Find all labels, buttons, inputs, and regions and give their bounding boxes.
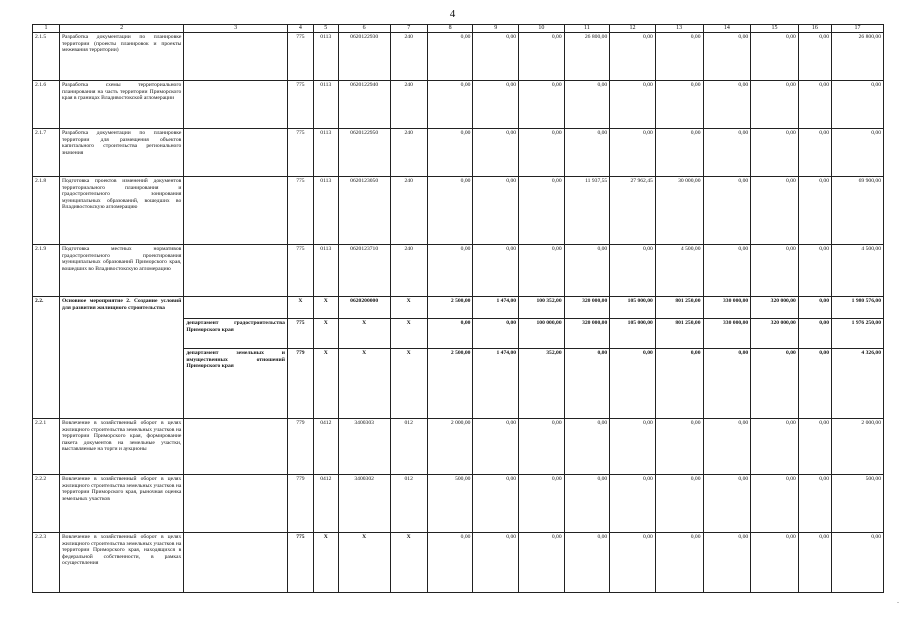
row-name: Подготовка проектов изменений документов территориального планирования и градостроительного зонирования муниципальных образований, вошедших во Владивостокскую агломерацию — [59, 177, 183, 245]
amount-cell: 0,00 — [427, 81, 473, 129]
code-grbs: 775 — [287, 245, 313, 297]
code-section: 0412 — [313, 475, 338, 533]
amount-cell: 500,00 — [427, 475, 473, 533]
code-section: X — [313, 319, 338, 349]
code-grbs: 775 — [287, 33, 313, 81]
amount-cell: 0,00 — [610, 533, 656, 593]
amount-cell: 0,00 — [610, 129, 656, 177]
amount-cell: 801 250,00 — [655, 297, 703, 319]
amount-cell: 0,00 — [655, 475, 703, 533]
amount-cell: 27 962,45 — [610, 177, 656, 245]
page-number: 4 — [449, 8, 456, 20]
amount-cell: 69 900,00 — [832, 177, 884, 245]
header-cell: 4 — [287, 25, 313, 33]
amount-cell: 0,00 — [564, 245, 610, 297]
amount-cell: 0,00 — [473, 319, 519, 349]
amount-cell: 2 500,00 — [427, 349, 473, 419]
amount-cell: 320 000,00 — [751, 297, 799, 319]
header-cell: 5 — [313, 25, 338, 33]
code-target: 0620200000 — [338, 297, 390, 319]
amount-cell: 0,00 — [519, 245, 565, 297]
code-section: X — [313, 533, 338, 593]
code-target: 0620123050 — [338, 177, 390, 245]
amount-cell: 0,00 — [564, 349, 610, 419]
amount-cell: 0,00 — [798, 349, 831, 419]
amount-cell: 0,00 — [610, 475, 656, 533]
code-expense: X — [390, 349, 427, 419]
amount-cell: 1 474,00 — [473, 349, 519, 419]
code-expense: X — [390, 319, 427, 349]
amount-cell: 26 800,00 — [564, 33, 610, 81]
amount-cell: 2 500,00 — [427, 297, 473, 319]
amount-cell: 11 937,55 — [564, 177, 610, 245]
event-number-cont — [33, 349, 60, 419]
amount-cell: 4 326,00 — [832, 349, 884, 419]
row-executor — [184, 129, 288, 177]
amount-cell: 0,00 — [564, 419, 610, 475]
code-target: 0620122930 — [338, 33, 390, 81]
row-number: 2.2.2 — [33, 475, 60, 533]
code-section: 0113 — [313, 81, 338, 129]
code-expense: 240 — [390, 81, 427, 129]
code-grbs: X — [287, 297, 313, 319]
header-cell: 8 — [427, 25, 473, 33]
row-number: 2.1.9 — [33, 245, 60, 297]
row-number: 2.1.7 — [33, 129, 60, 177]
code-grbs: 775 — [287, 177, 313, 245]
header-cell: 16 — [798, 25, 831, 33]
amount-cell: 0,00 — [564, 129, 610, 177]
amount-cell: 0,00 — [798, 319, 831, 349]
header-cell: 12 — [610, 25, 656, 33]
amount-cell: 0,00 — [519, 33, 565, 81]
amount-cell: 0,00 — [798, 33, 831, 81]
code-target: X — [338, 319, 390, 349]
code-grbs: 775 — [287, 533, 313, 593]
row-number: 2.1.8 — [33, 177, 60, 245]
amount-cell: 0,00 — [798, 419, 831, 475]
code-grbs: 779 — [287, 349, 313, 419]
row-number: 2.1.6 — [33, 81, 60, 129]
amount-cell: 0,00 — [473, 129, 519, 177]
amount-cell: 0,00 — [798, 475, 831, 533]
event-name: Основное мероприятие 2. Создание условий для развития жилищного строительства — [59, 297, 183, 319]
code-expense: 012 — [390, 419, 427, 475]
header-cell: 15 — [751, 25, 799, 33]
amount-cell: 0,00 — [798, 245, 831, 297]
amount-cell: 0,00 — [473, 81, 519, 129]
amount-cell: 0,00 — [473, 419, 519, 475]
code-grbs: 775 — [287, 81, 313, 129]
amount-cell: 320 000,00 — [564, 319, 610, 349]
amount-cell: 0,00 — [473, 245, 519, 297]
amount-cell: 0,00 — [564, 475, 610, 533]
amount-cell: 0,00 — [519, 81, 565, 129]
header-cell: 13 — [655, 25, 703, 33]
amount-cell: 801 250,00 — [655, 319, 703, 349]
table-row — [33, 177, 884, 245]
header-cell: 2 — [59, 25, 183, 33]
row-name: Разработка схемы территориального планирования на часть территории Приморского края в границах Владивостокской агломерации — [59, 81, 183, 129]
amount-cell: 0,00 — [564, 81, 610, 129]
amount-cell: 0,00 — [751, 245, 799, 297]
amount-cell: 0,00 — [703, 533, 751, 593]
row-executor — [184, 533, 288, 593]
amount-cell: 4 500,00 — [655, 245, 703, 297]
table-row — [33, 419, 884, 475]
row-executor — [184, 177, 288, 245]
row-name: Разработка документации по планировке территории (проекты планировок и проекты межевания территории) — [59, 33, 183, 81]
amount-cell: 330 000,00 — [703, 297, 751, 319]
amount-cell: 4 500,00 — [832, 245, 884, 297]
amount-cell: 0,00 — [798, 297, 831, 319]
amount-cell: 105 000,00 — [610, 297, 656, 319]
code-section: 0113 — [313, 33, 338, 81]
amount-cell: 0,00 — [832, 129, 884, 177]
header-cell: 7 — [390, 25, 427, 33]
amount-cell: 0,00 — [655, 33, 703, 81]
amount-cell: 0,00 — [751, 129, 799, 177]
code-target: 0620122950 — [338, 129, 390, 177]
event-total-row — [33, 297, 884, 319]
amount-cell: 0,00 — [703, 177, 751, 245]
amount-cell: 0,00 — [751, 533, 799, 593]
code-grbs: 775 — [287, 129, 313, 177]
row-executor — [184, 419, 288, 475]
amount-cell: 0,00 — [519, 475, 565, 533]
code-section: X — [313, 297, 338, 319]
code-section: 0412 — [313, 419, 338, 475]
code-target: X — [338, 533, 390, 593]
code-expense: 240 — [390, 245, 427, 297]
amount-cell: 0,00 — [798, 177, 831, 245]
amount-cell: 330 000,00 — [703, 319, 751, 349]
amount-cell: 0,00 — [427, 177, 473, 245]
code-target: 3400302 — [338, 475, 390, 533]
amount-cell: 0,00 — [751, 33, 799, 81]
code-target: 0620123710 — [338, 245, 390, 297]
code-expense: 240 — [390, 33, 427, 81]
event-executor-row — [33, 349, 884, 419]
amount-cell: 500,00 — [832, 475, 884, 533]
amount-cell: 0,00 — [798, 129, 831, 177]
amount-cell: 0,00 — [751, 419, 799, 475]
row-name: Вовлечение в хозяйственный оборот в целях жилищного строительства земельных участков на территории Приморского края, формирование пакета документов на земельные участки, выставляемые на торги и аукционы — [59, 419, 183, 475]
amount-cell: 0,00 — [427, 33, 473, 81]
row-name: Вовлечение в хозяйственный оборот в целях жилищного строительства земельных участков на территории Приморского края, рыночная оценка земельных участков — [59, 475, 183, 533]
code-grbs: 775 — [287, 319, 313, 349]
amount-cell: 0,00 — [751, 177, 799, 245]
executor-name: департамент градостроительства Приморского края — [184, 319, 288, 349]
amount-cell: 1 976 250,00 — [832, 319, 884, 349]
amount-cell: 105 000,00 — [610, 319, 656, 349]
amount-cell: 0,00 — [703, 245, 751, 297]
amount-cell: 0,00 — [473, 533, 519, 593]
amount-cell: 0,00 — [610, 419, 656, 475]
amount-cell: 0,00 — [610, 81, 656, 129]
scan-mark: . — [897, 596, 899, 605]
amount-cell: 0,00 — [751, 475, 799, 533]
amount-cell: 0,00 — [655, 129, 703, 177]
amount-cell: 0,00 — [427, 319, 473, 349]
amount-cell: 100 000,00 — [519, 319, 565, 349]
header-row — [33, 25, 884, 33]
code-expense: 012 — [390, 475, 427, 533]
header-cell: 14 — [703, 25, 751, 33]
amount-cell: 0,00 — [655, 533, 703, 593]
amount-cell: 1 980 576,00 — [832, 297, 884, 319]
row-executor — [184, 33, 288, 81]
row-number: 2.1.5 — [33, 33, 60, 81]
header-cell: 3 — [184, 25, 288, 33]
event-name-cont — [59, 349, 183, 419]
header-cell: 17 — [832, 25, 884, 33]
table-row — [33, 533, 884, 593]
amount-cell: 100 352,00 — [519, 297, 565, 319]
amount-cell: 0,00 — [655, 419, 703, 475]
amount-cell: 0,00 — [703, 81, 751, 129]
amount-cell: 0,00 — [473, 33, 519, 81]
event-executor — [184, 297, 288, 319]
amount-cell: 0,00 — [564, 533, 610, 593]
amount-cell: 0,00 — [519, 533, 565, 593]
amount-cell: 1 474,00 — [473, 297, 519, 319]
code-section: 0113 — [313, 177, 338, 245]
code-target: X — [338, 349, 390, 419]
header-cell: 9 — [473, 25, 519, 33]
amount-cell: 0,00 — [832, 81, 884, 129]
amount-cell: 0,00 — [703, 419, 751, 475]
table-row — [33, 81, 884, 129]
amount-cell: 0,00 — [703, 475, 751, 533]
amount-cell: 0,00 — [519, 177, 565, 245]
event-number-cont — [33, 319, 60, 349]
table-row — [33, 129, 884, 177]
event-executor-row — [33, 319, 884, 349]
amount-cell: 26 800,00 — [832, 33, 884, 81]
amount-cell: 0,00 — [427, 245, 473, 297]
amount-cell: 0,00 — [473, 177, 519, 245]
amount-cell: 0,00 — [703, 33, 751, 81]
code-expense: X — [390, 533, 427, 593]
code-grbs: 779 — [287, 419, 313, 475]
amount-cell: 0,00 — [473, 475, 519, 533]
code-target: 3400303 — [338, 419, 390, 475]
row-executor — [184, 475, 288, 533]
table-row — [33, 245, 884, 297]
row-executor — [184, 245, 288, 297]
amount-cell: 0,00 — [798, 81, 831, 129]
amount-cell: 0,00 — [610, 245, 656, 297]
amount-cell: 0,00 — [655, 349, 703, 419]
amount-cell: 0,00 — [610, 349, 656, 419]
code-expense: 240 — [390, 129, 427, 177]
code-expense: 240 — [390, 177, 427, 245]
amount-cell: 0,00 — [751, 81, 799, 129]
code-section: 0113 — [313, 129, 338, 177]
amount-cell: 0,00 — [751, 349, 799, 419]
amount-cell: 2 000,00 — [427, 419, 473, 475]
row-name: Вовлечение в хозяйственный оборот в целях жилищного строительства земельных участков на территории Приморского края, находящихся в федеральной собственности, в рамках осуществления — [59, 533, 183, 593]
amount-cell: 0,00 — [703, 129, 751, 177]
amount-cell: 0,00 — [610, 33, 656, 81]
amount-cell: 0,00 — [427, 129, 473, 177]
row-number: 2.2.1 — [33, 419, 60, 475]
header-cell: 10 — [519, 25, 565, 33]
amount-cell: 0,00 — [519, 419, 565, 475]
row-name: Разработка документации по планировке территории для размещения объектов капитального строительства регионального значения — [59, 129, 183, 177]
row-executor — [184, 81, 288, 129]
executor-name: департамент земельных и имущественных отношений Приморского края — [184, 349, 288, 419]
table-row — [33, 33, 884, 81]
amount-cell: 30 000,00 — [655, 177, 703, 245]
table-row — [33, 475, 884, 533]
amount-cell: 0,00 — [519, 129, 565, 177]
code-section: X — [313, 349, 338, 419]
event-number: 2.2. — [33, 297, 60, 319]
event-name-cont — [59, 319, 183, 349]
amount-cell: 352,00 — [519, 349, 565, 419]
row-name: Подготовка местных нормативов градостроительного проектирования муниципальных образований Приморского края, вошедших во Владивостокскую агломерацию — [59, 245, 183, 297]
header-cell: 1 — [33, 25, 60, 33]
code-expense: X — [390, 297, 427, 319]
code-target: 0620122940 — [338, 81, 390, 129]
amount-cell: 2 000,00 — [832, 419, 884, 475]
code-grbs: 779 — [287, 475, 313, 533]
amount-cell: 0,00 — [655, 81, 703, 129]
amount-cell: 0,00 — [798, 533, 831, 593]
amount-cell: 0,00 — [832, 533, 884, 593]
header-cell: 6 — [338, 25, 390, 33]
row-number: 2.2.3 — [33, 533, 60, 593]
amount-cell: 0,00 — [703, 349, 751, 419]
code-section: 0113 — [313, 245, 338, 297]
amount-cell: 320 000,00 — [564, 297, 610, 319]
amount-cell: 0,00 — [427, 533, 473, 593]
amount-cell: 320 000,00 — [751, 319, 799, 349]
budget-table — [32, 24, 884, 593]
header-cell: 11 — [564, 25, 610, 33]
